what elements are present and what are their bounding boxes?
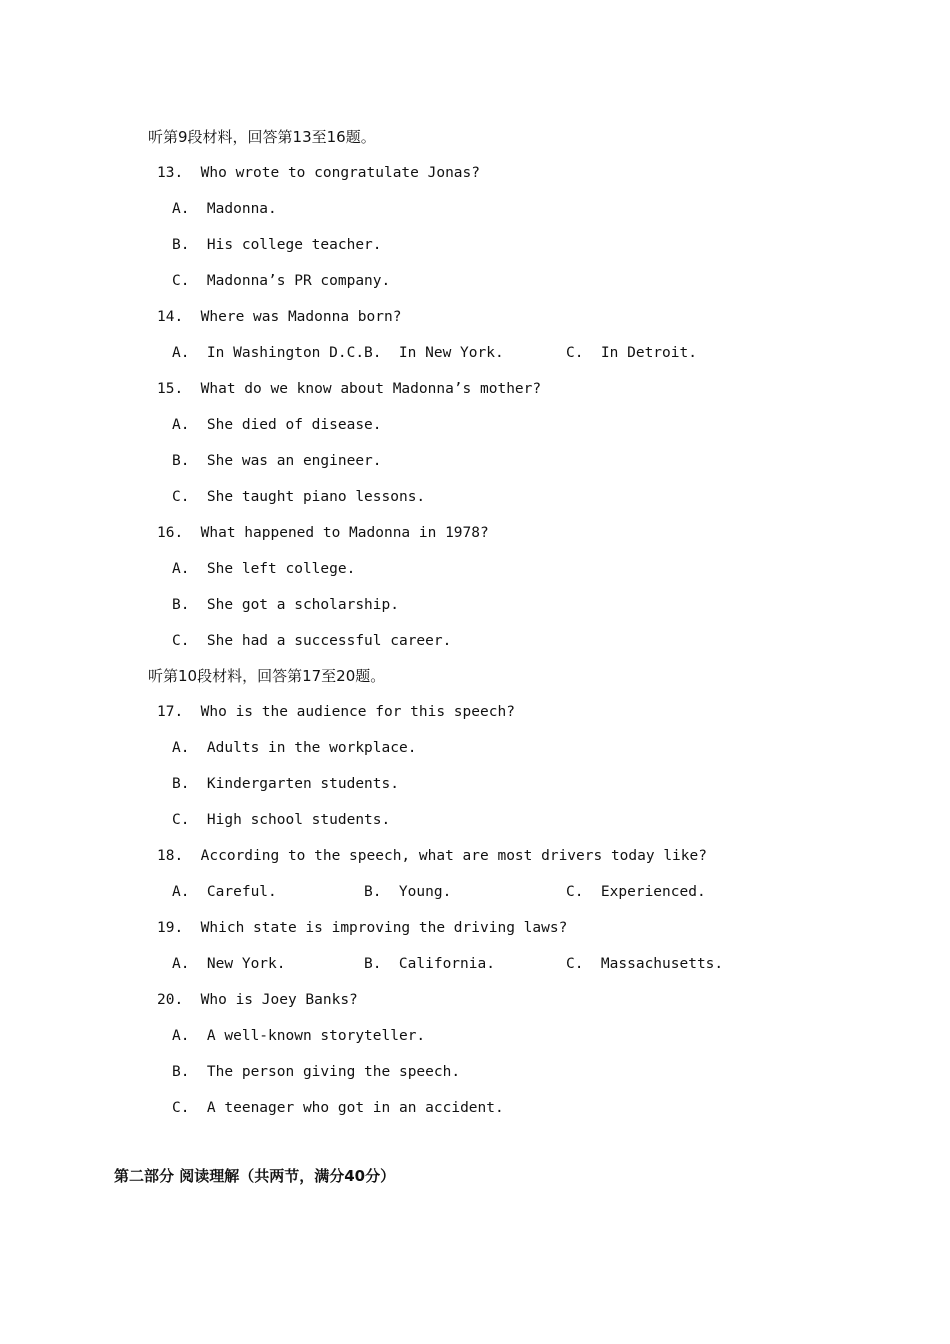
question-16-option-c: C. She had a successful career. [172,633,452,649]
part-2-title: 第二部分 阅读理解（共两节，满分40分） [114,1167,396,1185]
question-18-option-c: C. Experienced. [566,884,706,900]
question-14-option-c: C. In Detroit. [566,345,697,361]
question-13-option-b: B. His college teacher. [172,237,382,253]
question-15-option-a: A. She died of disease. [172,417,382,433]
question-15-option-b: B. She was an engineer. [172,453,382,469]
question-17-stem: 17. Who is the audience for this speech? [157,704,515,720]
question-20-stem: 20. Who is Joey Banks? [157,992,358,1008]
question-18-option-a: A. Careful. [172,884,277,900]
question-19-option-c: C. Massachusetts. [566,956,724,972]
question-17-option-b: B. Kindergarten students. [172,776,399,792]
question-19-option-b: B. California. [364,956,495,972]
question-16-stem: 16. What happened to Madonna in 1978? [157,525,489,541]
question-19-stem: 19. Which state is improving the driving laws? [157,920,568,936]
question-16-option-b: B. She got a scholarship. [172,597,399,613]
question-13-stem: 13. Who wrote to congratulate Jonas? [157,165,481,181]
question-20-option-c: C. A teenager who got in an accident. [172,1100,504,1116]
question-17-option-a: A. Adults in the workplace. [172,740,417,756]
question-20-option-a: A. A well-known storyteller. [172,1028,426,1044]
question-13-option-a: A. Madonna. [172,201,277,217]
question-15-stem: 15. What do we know about Madonna’s mother? [157,381,542,397]
question-14-option-b: B. In New York. [364,345,504,361]
question-16-option-a: A. She left college. [172,561,356,577]
question-19-option-a: A. New York. [172,956,286,972]
question-14-option-a: A. In Washington D.C. [172,345,365,361]
section-10-header: 听第10段材料，回答第17至20题。 [148,667,386,685]
question-14-stem: 14. Where was Madonna born? [157,309,402,325]
question-18-option-b: B. Young. [364,884,452,900]
question-17-option-c: C. High school students. [172,812,391,828]
question-13-option-c: C. Madonna’s PR company. [172,273,391,289]
question-15-option-c: C. She taught piano lessons. [172,489,426,505]
question-20-option-b: B. The person giving the speech. [172,1064,461,1080]
question-18-stem: 18. According to the speech, what are most drivers today like? [157,848,707,864]
section-9-header: 听第9段材料，回答第13至16题。 [148,128,376,146]
